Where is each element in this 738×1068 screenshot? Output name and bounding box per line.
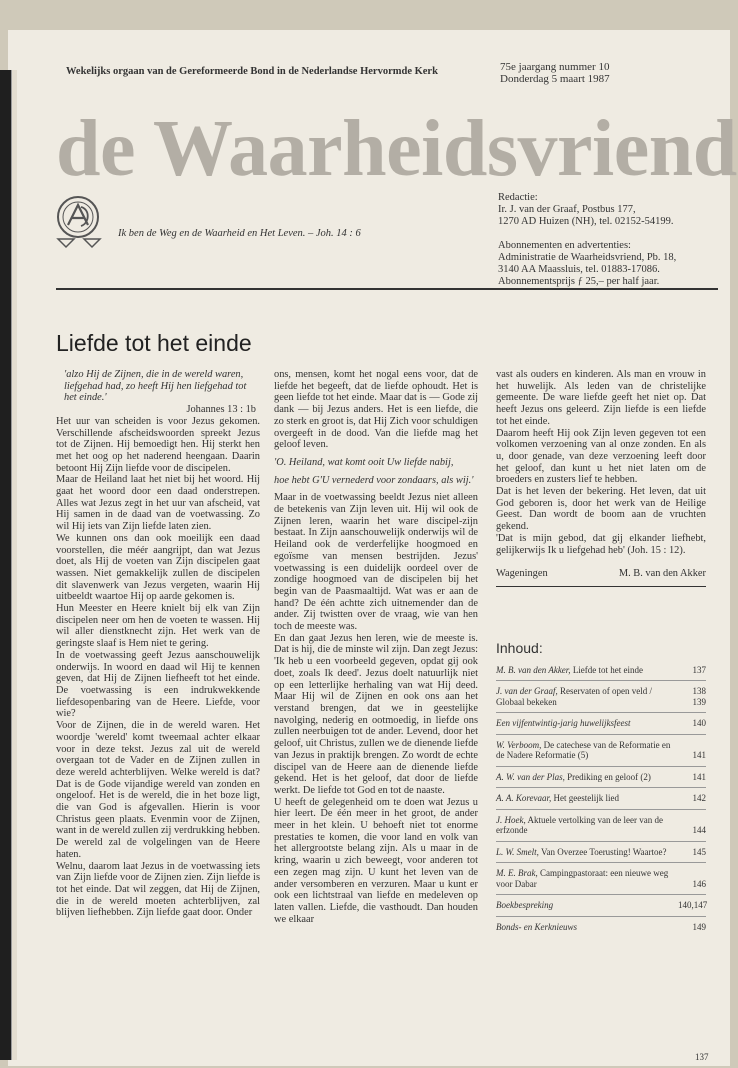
subscription-line-3: Abonnementsprijs ƒ 25,– per half jaar.	[498, 276, 660, 287]
toc-page: 145	[692, 846, 706, 857]
toc-page: 138 139	[692, 686, 706, 707]
toc-text: Aktuele vertolking van de leer van de erfzonde	[496, 814, 663, 835]
editorial-info	[498, 192, 674, 228]
paragraph: Maar in de voetwassing beeldt Jezus niet alleen de betekenis van Zijn leven uit. Hij wil ook de Zijnen leren, waarin het ware discipel-zijn bestaat. In Zijn aanschouwelijk onderwijs wil de Heiland ook de verderfelijke hoogmoed en egoïsme van mensen bestrijden. Jezus' voetwassing is een duidelijk oordeel over de zondige hoogmoed van de discipelen bij het begin van de Paasmaaltijd. Wat was er aan de hand? De één achtte zich uitnemender dan de ander. Zij twistten over de vraag, wie van hen toch de meeste was.	[274, 492, 478, 633]
table-of-contents	[496, 640, 708, 937]
article-headline: Liefde tot het einde	[56, 330, 252, 356]
hymn-line-1: 'O. Heiland, wat komt ooit Uw liefde nabij,	[274, 456, 454, 468]
toc-page: 142	[692, 793, 706, 803]
toc-text: De catechese van de Reformatie en de Nadere Reformatie (5)	[496, 739, 671, 760]
logo-icon	[54, 193, 106, 249]
toc-author: J. Hoek,	[496, 814, 526, 825]
subtitle: Wekelijks orgaan van de Gereformeerde Bond in de Nederlandse Hervormde Kerk	[66, 66, 438, 77]
toc-text: Het geestelijk lied	[553, 793, 619, 803]
motto: Ik ben de Weg en de Waarheid en Het Leven. – Joh. 14 : 6	[118, 228, 361, 239]
article-column-3	[496, 369, 706, 587]
toc-author: M. E. Brak,	[496, 868, 538, 878]
epigraph: 'alzo Hij de Zijnen, die in de wereld waren, liefgehad had, zo heeft Hij hen liefgehad tot het einde.'	[64, 369, 247, 404]
toc-page: 141	[692, 750, 706, 760]
paragraph: Het uur van scheiden is voor Jezus gekomen. Verschillende afscheidswoorden spreekt Jezus tot de Zijnen. Hij bemoedigt hen. Hij sterkt hen met het oog op het naderend heengaan. Daarin betoont Hij Zijn liefde voor de discipelen.	[56, 415, 260, 474]
paragraph: Dat is het leven der bekering. Het leven, dat uit God geboren is, door het werk van de Heilige Geest. Dan wordt de boom aan de vruchten gekend.	[496, 486, 706, 533]
toc-text: Reservaten of open veld / Globaal bekeken	[496, 686, 652, 707]
toc-item	[496, 842, 706, 864]
toc-text: Boekbespreking	[496, 900, 554, 910]
toc-text: Prediking en geloof (2)	[567, 771, 651, 782]
paragraph: Voor de Zijnen, die in de wereld waren. Het woordje 'wereld' komt tweemaal achter elkaar voor in deze tekst. Jezus zal uit de wereld overgaan tot de Vader en de Zijnen zullen in deze wereld achterblijven. Welke wereld is dat? Dat is de Gode vijandige wereld van zonden en ongeloof. Het is de wereld, die in het boze ligt, die van God is afgevallen. Hierin is voor Christus geen plaats. Evenmin voor de Zijnen, want in de wereld zullen zij verdrukking hebben. De wereld zal de volgelingen van de Heere haten.	[56, 720, 260, 860]
signature	[496, 566, 706, 587]
toc-author: J. van der Graaf,	[496, 686, 558, 696]
toc-item	[496, 735, 706, 767]
subscription-line-1: Administratie de Waarheidsvriend, Pb. 18,	[498, 252, 677, 263]
paragraph: In de voetwassing geeft Jezus aanschouwelijk onderwijs. In woord en daad wil Hij te kennen geven, dat Hij de Zijnen liefheeft tot het einde. De voetwassing is een indrukwekkende liefdesopenbaring van de Heere. Liefde, voor wie?	[56, 649, 260, 720]
issue-line-1: 75e jaargang nummer 10	[500, 61, 610, 73]
editorial-line-2: 1270 AD Huizen (NH), tel. 02152-54199.	[498, 216, 674, 227]
toc-author: A. A. Korevaar,	[496, 793, 552, 803]
issue-info	[500, 61, 610, 85]
paragraph: U heeft de gelegenheid om te doen wat Jezus u hier leert. De één meer in het groot, de ander meer in het klein. U behoeft niet tot enorme prestaties te komen, die voor land en volk van het allergrootste belang zijn. Als u maar in de kring, waarin u zich beweegt, voor anderen tot een zegen mag zijn. U kunt het leven van de ander versomberen en verzuren. Maar u kunt er ook een lichtstraal van liefde en medeleven op laten vallen. Liefde, die vasthoudt. Dan houden we elkaar	[274, 796, 478, 925]
paragraph: Welnu, daarom laat Jezus in de voetwassing iets van Zijn liefde voor de Zijnen zien. Zijn liefde is tot het einde. Dat wil zeggen, dat Hij de Zijnen, die in de wereld moeten achterblijven, zal blijven liefhebben. Zijn liefde gaat door. Onder	[56, 860, 260, 919]
toc-page: 137	[692, 664, 706, 675]
toc-text: Een vijfentwintig-jarig huwelijksfeest	[496, 718, 631, 728]
toc-page: 141	[692, 771, 706, 782]
toc-item	[496, 660, 706, 682]
paragraph: We kunnen ons dan ook moeilijk een daad voorstellen, die méér aangrijpt, dan wat Jezus doet, als Hij de voeten van Zijn discipelen gaat wassen. Niet gemakkelijk zullen de discipelen dit slavenwerk van Jezus vergeten, waarin Hij uitbeeldt waartoe Hij op aarde gekomen is.	[56, 532, 260, 603]
signature-author: M. B. van den Akker	[618, 568, 706, 580]
paragraph: Daarom heeft Hij ook Zijn leven gegeven tot een volkomen verzoening van al onze zonden. En als u, door genade, van deze verzoening leeft door het geloof, dan kunt u het niet laten om de broeders en zusters lief te hebben.	[496, 427, 706, 486]
toc-item	[496, 810, 706, 842]
toc-item	[496, 788, 706, 810]
toc-page: 144	[692, 825, 706, 835]
toc-item	[496, 713, 706, 735]
toc-item	[496, 917, 706, 938]
paragraph: Maar de Heiland laat het niet bij het woord. Hij gaat het woord door een daad onderstrepen. Alles wat Jezus zegt in het uur van afscheid, vat Hij samen in de daad van de voetwassing. Zo wil Hij iets van Zijn liefde laten zien.	[56, 474, 260, 533]
toc-author: W. Verboom,	[496, 739, 542, 750]
issue-line-2: Donderdag 5 maart 1987	[500, 73, 610, 85]
toc-page: 140,147	[678, 900, 708, 910]
article-column-1	[56, 369, 260, 919]
binding-inner	[11, 70, 17, 1060]
editorial-label: Redactie:	[498, 192, 538, 203]
hymn-line-2: hoe hebt G'U vernederd voor zondaars, als wij.'	[274, 474, 474, 486]
paragraph: ons, mensen, komt het nogal eens voor, dat de liefde het begeeft, dat de liefde ophoudt. Het is geen liefde tot het einde. Maar dat is — Gode zij dank — bij Jezus anders. Het is een liefde, die zo sterk en groot is, dat Hij Zich voor schuldigen overgeeft in de dood. Van die liefde mag het geloof leven.	[274, 369, 478, 451]
binding-edge	[0, 70, 11, 1060]
editorial-line-1: Ir. J. van der Graaf, Postbus 177,	[498, 204, 636, 215]
header-rule	[56, 288, 718, 290]
toc-page: 140	[692, 718, 706, 728]
paragraph: vast als ouders en kinderen. Als man en vrouw in het huwelijk. Als leden van de christelijke gemeente. De ware liefde geeft het niet op. Dat heeft Jezus ons geleerd. Zijn liefde is een liefde tot het einde.	[496, 369, 706, 427]
paragraph: 'Dat is mijn gebod, dat gij elkander liefhebt, gelijkerwijs Ik u liefgehad heb' (Joh. 15 : 12).	[496, 532, 706, 556]
toc-author: M. B. van den Akker,	[496, 664, 571, 675]
subscription-line-2: 3140 AA Maassluis, tel. 01883-17086.	[498, 264, 660, 275]
toc-title: Inhoud:	[496, 640, 543, 656]
subscription-label: Abonnementen en advertenties:	[498, 240, 631, 251]
toc-text: Liefde tot het einde	[572, 664, 644, 675]
epigraph-reference: Johannes 13 : 1b	[186, 404, 256, 416]
page-number: 137	[695, 1052, 709, 1062]
paragraph: Hun Meester en Heere knielt bij elk van Zijn discipelen neer om hen de voeten te wassen. Hij wil aller dienstknecht zijn. Het werk van de geringste slaaf is Hem niet te gering.	[56, 603, 260, 650]
toc-page: 146	[692, 878, 706, 889]
toc-item	[496, 863, 706, 895]
subscription-info	[498, 240, 676, 288]
toc-item	[496, 681, 706, 713]
toc-author: A. W. van der Plas,	[496, 771, 565, 782]
toc-author: L. W. Smelt,	[496, 846, 539, 857]
signature-place: Wageningen	[496, 568, 548, 580]
toc-item	[496, 767, 706, 789]
toc-item	[496, 895, 706, 917]
toc-text: Bonds- en Kerknieuws	[496, 921, 577, 932]
toc-text: Campingpastoraat: een nieuwe weg voor Dabar	[496, 868, 669, 889]
article-column-2	[274, 369, 478, 925]
toc-text: Van Overzee Toerusting! Waartoe?	[541, 846, 667, 857]
paragraph: En dan gaat Jezus hen leren, wie de meeste is. Dat is hij, die de minste wil zijn. Dan zegt Jezus: 'Ik heb u een voorbeeld gegeven, opdat gij ook doet, zoals Ik deed'. Jezus doelt natuurlijk niet op een letterlijke herhaling van wat Hij deed. Maar Hij wil de Zijnen en ook ons aan het verstand brengen, dat we in geestelijke navolging, nederig en ootmoedig, in liefde ons zullen neerbuigen tot de ander. Levend, door het geloof, uit Christus, zullen we de dienende liefde van Jezus in praktijk brengen. Zo wordt de echte discipel van de Heere aan de dienende liefde gekend. Het is het geloof, dat door de liefde werkt. De liefde tot God en tot de naaste.	[274, 632, 479, 796]
masthead-title: de Waarheidsvriend	[56, 105, 737, 193]
toc-page: 149	[692, 921, 706, 932]
